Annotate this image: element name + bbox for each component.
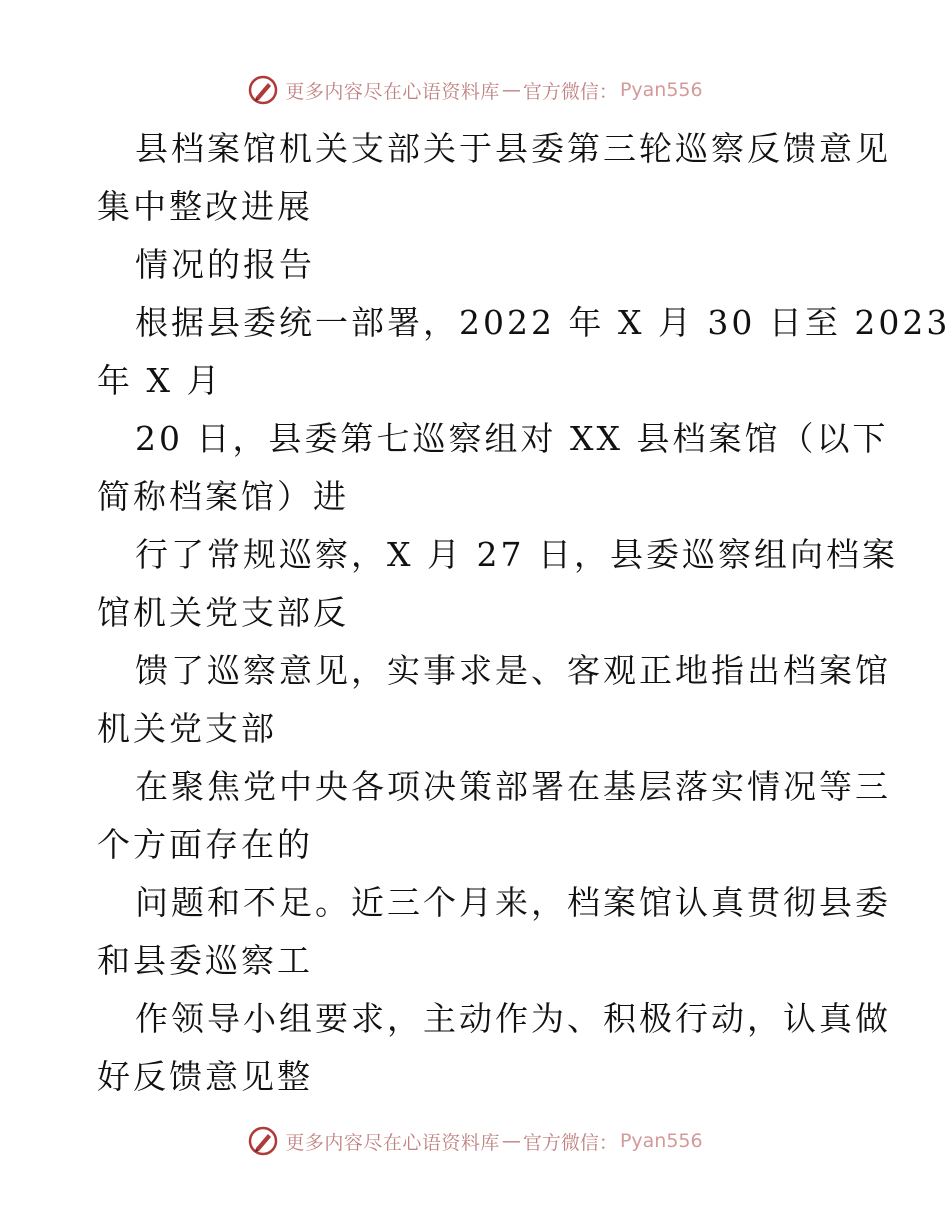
watermark-site-text: 更多内容尽在心语资料库 [285,80,500,103]
header-watermark [0,70,950,110]
text-line: 好反馈意见整 [97,1057,313,1096]
text-line: 情况的报告 [135,245,315,284]
text-line: 20 日，县委第七巡察组对 XX 县档案馆（以下 [135,419,889,458]
watermark-wechat-id: Pyan556 [619,1130,703,1152]
text-line: 机关党支部 [97,709,277,748]
pen-logo-icon [247,1125,279,1157]
text-line: 在聚焦党中央各项决策部署在基层落实情况等三 [135,767,891,806]
text-line: 集中整改进展 [97,187,313,226]
text-line: 问题和不足。近三个月来，档案馆认真贯彻县委 [135,883,891,922]
watermark-label: 官方微信： [522,80,618,103]
text-line: 和县委巡察工 [97,941,313,980]
watermark-dash: — [501,79,521,101]
text-line: 个方面存在的 [97,825,313,864]
pen-logo-icon [247,74,279,106]
watermark-site-text: 更多内容尽在心语资料库 [285,1131,500,1154]
watermark-label: 官方微信： [522,1131,618,1154]
watermark-dash: — [501,1130,521,1152]
document-body [97,120,950,1106]
watermark-wechat-id: Pyan556 [619,79,703,101]
text-line: 馈了巡察意见，实事求是、客观正地指出档案馆 [135,651,891,690]
text-line: 年 X 月 [97,361,223,400]
text-line: 根据县委统一部署，2022 年 X 月 30 日至 2023 [135,303,950,342]
text-line: 行了常规巡察，X 月 27 日，县委巡察组向档案 [135,535,898,574]
text-line: 作领导小组要求，主动作为、积极行动，认真做 [135,999,891,1038]
text-line: 县档案馆机关支部关于县委第三轮巡察反馈意见 [135,129,891,168]
footer-watermark [0,1121,950,1161]
text-line: 馆机关党支部反 [97,593,349,632]
text-line: 简称档案馆）进 [97,477,349,516]
